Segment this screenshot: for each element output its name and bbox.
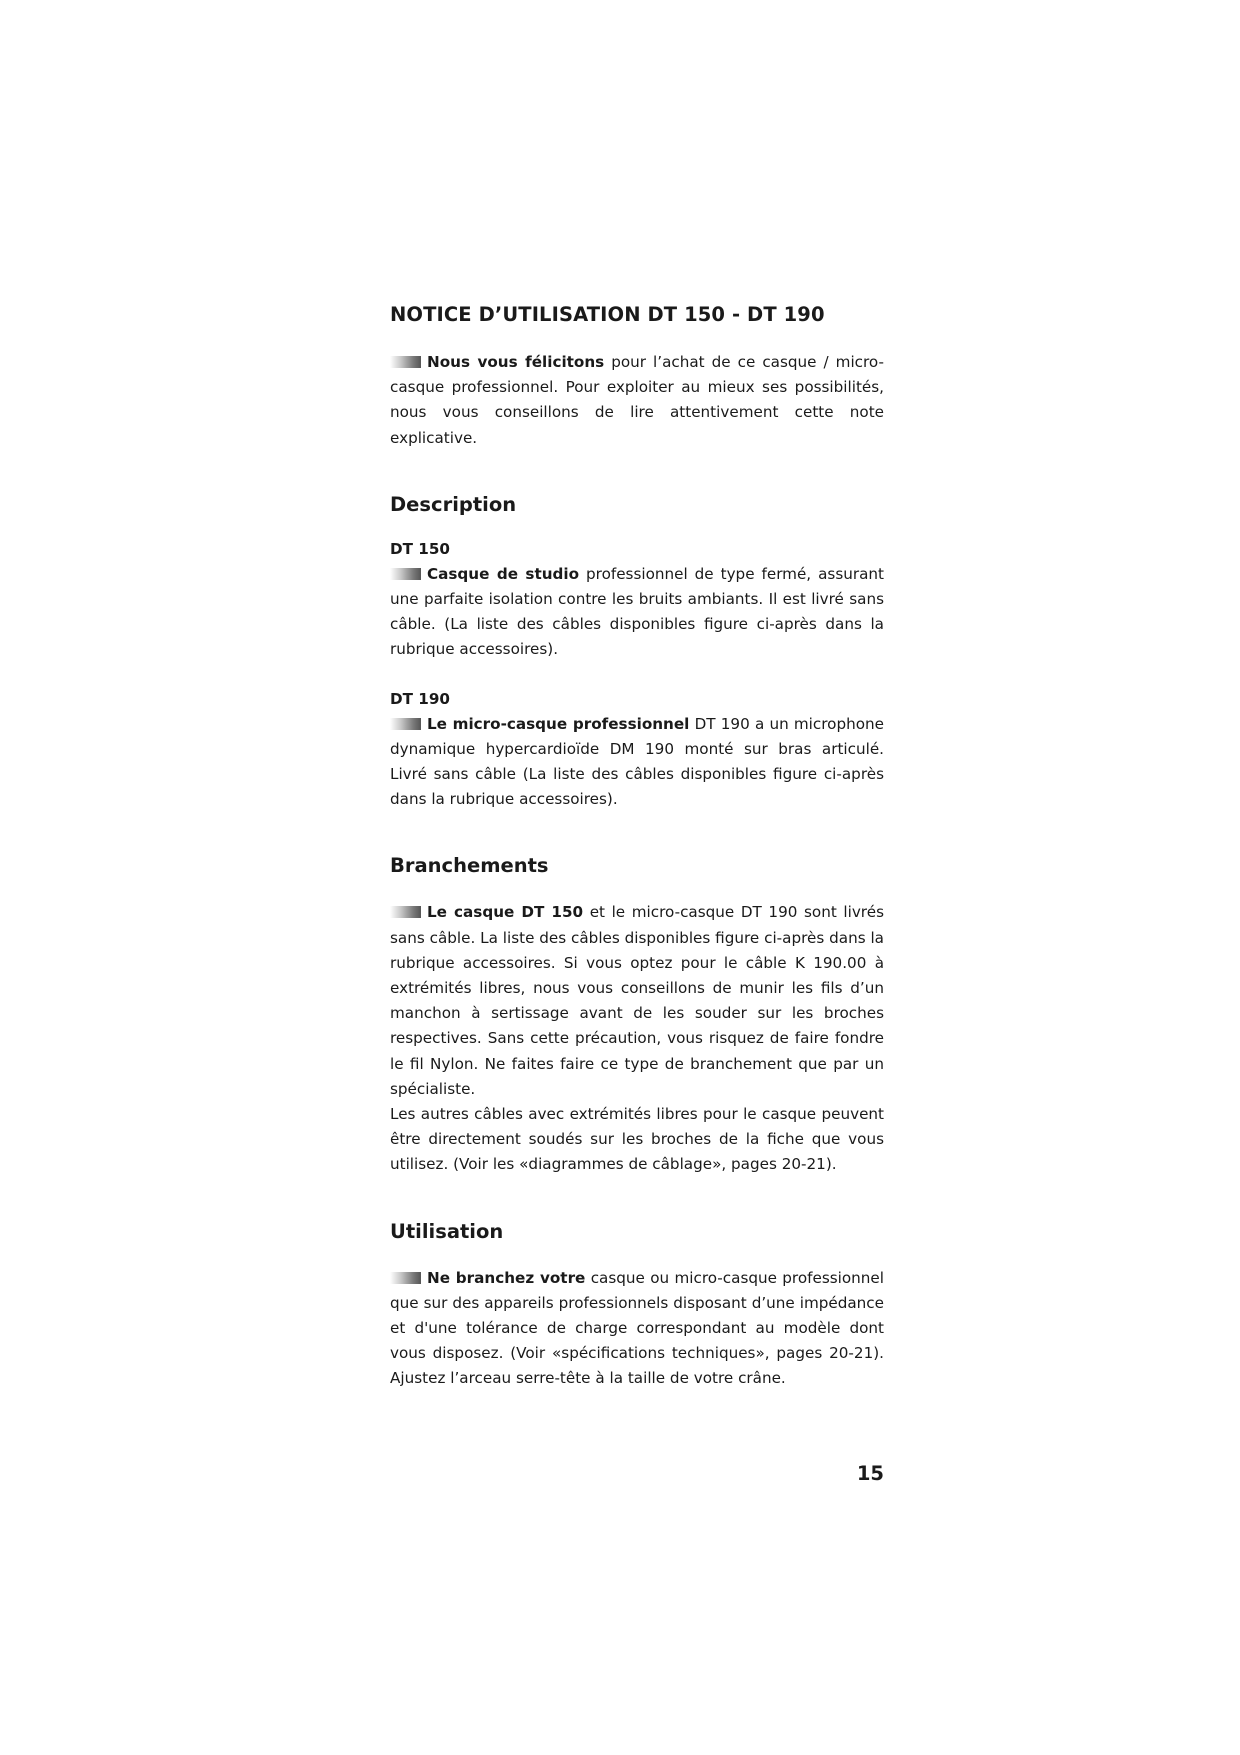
document-body (390, 300, 884, 1392)
intro-paragraph (390, 350, 884, 451)
dt190-lead: Le micro-casque professionnel (427, 714, 690, 733)
page-number: 15 (856, 1462, 884, 1485)
bullet-bar-icon (390, 1272, 421, 1284)
document-title: NOTICE D’UTILISATION DT 150 - DT 190 (390, 303, 825, 326)
utilisation-paragraph (390, 1266, 884, 1392)
branchements-lead: Le casque DT 150 (427, 903, 584, 922)
branchements-paragraph-2: Les autres câbles avec extrémités libres pour le casque peuvent être directement soudés sur les broches de la fiche que vous utilisez. (Voir les «diagrammes de câblage», pages 20-21). (390, 1105, 884, 1174)
branchements-paragraph (390, 900, 884, 1102)
bullet-bar-icon (390, 718, 421, 730)
bullet-bar-icon (390, 906, 421, 918)
branchements-text: et le micro-casque DT 190 sont livrés sans câble. La liste des câbles disponibles figure ci-après dans la rubrique accessoires. Si vous optez pour le câble K 190.00 à extrémités libres, nous vous conseillons de munir les fils d’un manchon à sertissage avant de les souder sur les broches respectives. Sans cette précaution, vous risquez de faire fondre le fil Nylon. Ne faites faire ce type de branchement que par un spécialiste. (390, 903, 884, 1098)
intro-text: pour l’achat de ce casque / micro-casque professionnel. Pour exploiter au mieux ses possibilités, nous vous conseillons de lire attentivement cette note explicative. (390, 353, 884, 447)
dt150-text: professionnel de type fermé, assurant une parfaite isolation contre les bruits ambiants. Il est livré sans câble. (La liste des câbles disponibles figure ci-après dans la rubrique accessoires). (390, 564, 884, 659)
intro-lead: Nous vous félicitons (427, 353, 605, 371)
utilisation-lead: Ne branchez votre (427, 1268, 586, 1287)
bullet-bar-icon (390, 356, 421, 368)
bullet-bar-icon (390, 568, 421, 580)
dt150-label: DT 150 (390, 539, 450, 558)
description-heading: Description (390, 492, 517, 516)
dt150-paragraph (390, 562, 884, 663)
utilisation-heading: Utilisation (390, 1219, 504, 1243)
dt190-label: DT 190 (390, 689, 450, 708)
dt190-text: DT 190 a un microphone dynamique hypercardioïde DM 190 monté sur bras articulé. Livré sans câble (La liste des câbles disponibles figure ci-après dans la rubrique accessoires). (390, 714, 884, 809)
branchements-heading: Branchements (390, 854, 549, 878)
utilisation-text: casque ou micro-casque professionnel que sur des appareils professionnels disposant d’une impédance et d'une tolérance de charge correspondant au modèle dont vous disposez. (Voir «spécifications techniques», pages 20-21). Ajustez l’arceau serre-tête à la taille de votre crâne. (390, 1268, 884, 1388)
dt150-lead: Casque de studio (427, 564, 580, 583)
dt190-paragraph (390, 712, 884, 813)
